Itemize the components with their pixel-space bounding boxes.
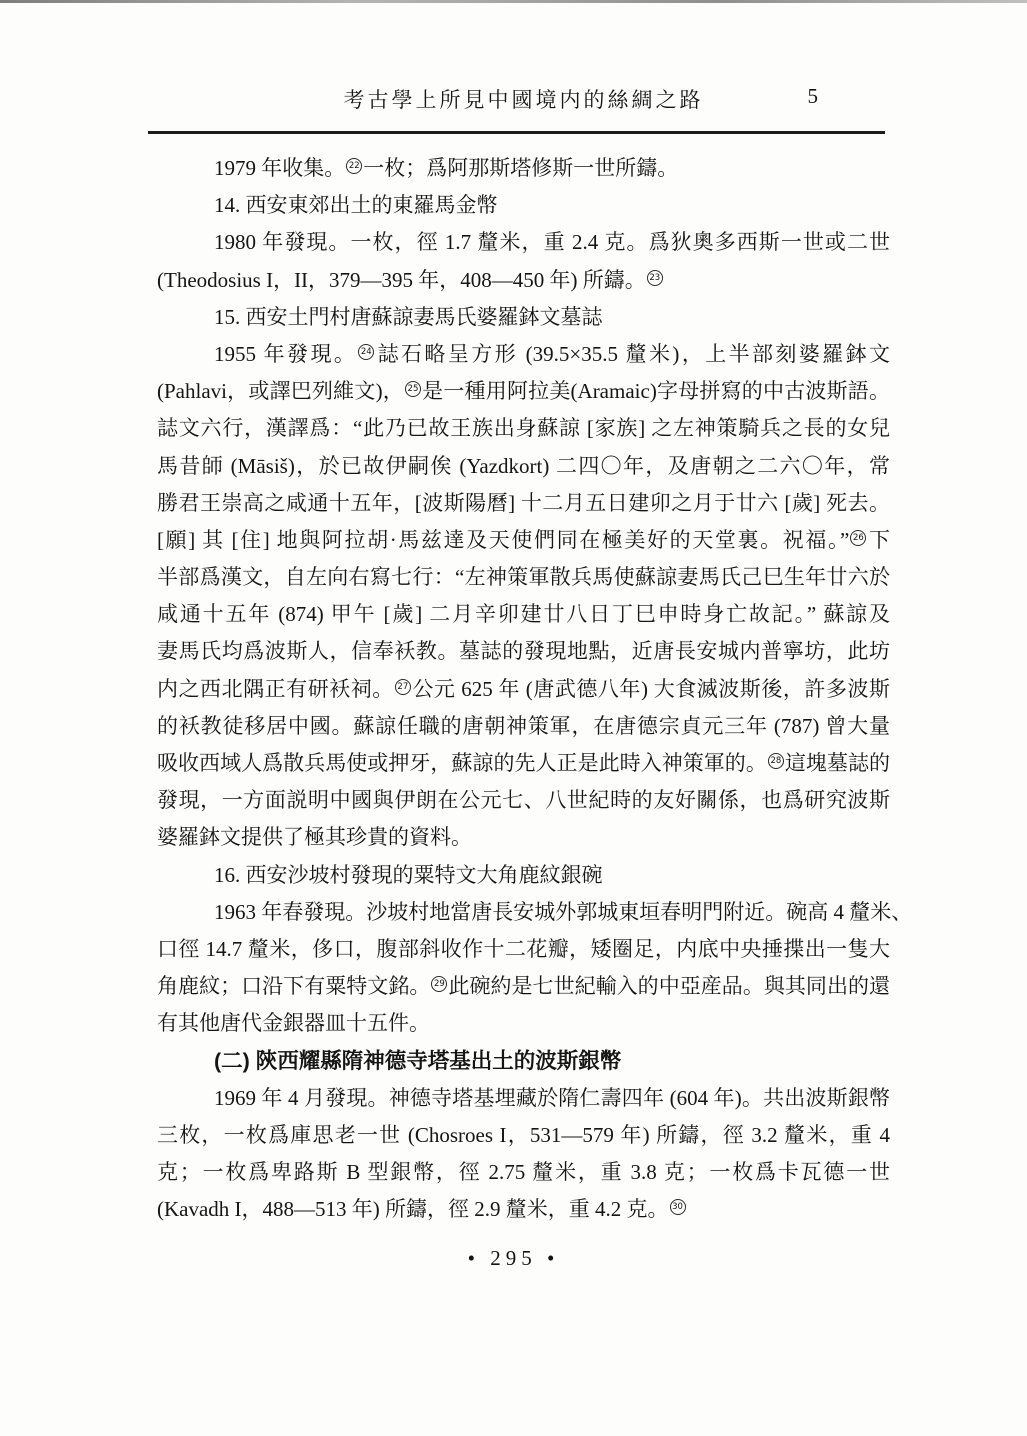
text-line — [157, 596, 890, 633]
text-run: 此碗約是七世紀輸入的中亞産品。與其同出的還 — [448, 974, 891, 999]
running-header — [157, 84, 890, 114]
footnote-ref: 28 — [768, 753, 784, 769]
header-page-number: 5 — [807, 84, 818, 108]
text-line — [157, 782, 890, 819]
footnote-ref: 23 — [647, 270, 663, 286]
text-run: 15. 西安土門村唐蘇諒妻馬氏婆羅鉢文墓誌 — [214, 304, 603, 329]
text-run: 1980 年發現。一枚，徑 1.7 釐米，重 2.4 克。爲狄奧多西斯一世或二世 — [214, 230, 890, 255]
text-run: 吸收西域人爲散兵馬使或押牙，蘇諒的先人正是此時入神策軍的。 — [157, 751, 767, 775]
text-line — [157, 187, 890, 224]
text-run: [願] 其 [住] 地與阿拉胡·馬兹達及天使們同在極美好的天堂裏。祝福。” — [157, 527, 850, 552]
text-run: 有其他唐代金銀器皿十五件。 — [157, 1011, 430, 1036]
footnote-ref: 27 — [395, 679, 411, 695]
text-line — [157, 671, 890, 708]
text-line — [157, 894, 913, 931]
text-line — [157, 745, 890, 782]
text-run: 的袄教徒移居中國。蘇諒任職的唐朝神策軍，在唐德宗貞元三年 (787) 曾大量 — [157, 713, 890, 738]
text-run: 婆羅鉢文提供了極其珍貴的資料。 — [157, 825, 472, 850]
text-line — [157, 1080, 890, 1117]
text-line — [157, 931, 890, 968]
text-line — [157, 1005, 890, 1042]
text-line — [157, 633, 890, 670]
text-run: 馬昔師 (Māsiš)，於已故伊嗣俟 (Yazdkort) 二四〇年，及唐朝之二六〇年，常 — [157, 453, 890, 478]
text-line — [157, 522, 890, 559]
text-line — [157, 150, 890, 187]
text-line — [157, 262, 890, 299]
text-run: 口徑 14.7 釐米，侈口，腹部斜收作十二花瓣，矮圈足，内底中央捶揲出一隻大 — [157, 936, 890, 961]
text-run: 是一種用阿拉美(Aramaic)字母拼寫的中古波斯語。 — [421, 379, 890, 404]
text-run: (Theodosius I，II，379—395 年，408—450 年) 所鑄。 — [157, 267, 646, 292]
text-line — [157, 708, 890, 745]
text-run: 公元 625 年 (唐武德八年) 大食滅波斯後，許多波斯 — [411, 676, 890, 701]
text-run: 妻馬氏均爲波斯人，信奉袄教。墓誌的發現地點，近唐長安城内普寧坊，此坊 — [157, 639, 890, 664]
text-run: 一枚；爲阿那斯塔修斯一世所鑄。 — [363, 156, 679, 180]
page-body — [157, 150, 913, 1228]
footnote-ref: 22 — [346, 158, 362, 174]
text-run: 下 — [867, 527, 890, 552]
footnote-ref: 26 — [850, 530, 866, 546]
text-run: 内之西北隅正有研袄祠。 — [157, 676, 394, 701]
text-line — [157, 559, 890, 596]
text-line — [157, 336, 890, 373]
text-line — [157, 448, 890, 485]
text-line — [157, 1117, 890, 1154]
running-header-title: 考古學上所見中國境内的絲綢之路 — [343, 88, 704, 112]
text-run: (Kavadh I，488—513 年) 所鑄，徑 2.9 釐米，重 4.2 克。 — [157, 1197, 669, 1222]
text-run: 三枚，一枚爲庫思老一世 (Chosroes I，531—579 年) 所鑄，徑 3.2 釐米，重 4 — [157, 1122, 890, 1147]
footnote-ref: 24 — [358, 344, 374, 360]
text-run: (Pahlavi，或譯巴列維文)， — [157, 379, 404, 404]
footnote-ref: 29 — [431, 976, 447, 992]
text-run: 半部爲漢文，自左向右寫七行：“左神策軍散兵馬使蘇諒妻馬氏己巳生年廿六於 — [157, 565, 890, 590]
text-line — [157, 819, 890, 856]
text-run: 這塊墓誌的 — [784, 751, 891, 775]
text-run: (二) 陝西耀縣隋神德寺塔基出土的波斯銀幣 — [214, 1048, 622, 1073]
text-run: 14. 西安東郊出土的東羅馬金幣 — [214, 193, 498, 218]
text-run: 勝君王崇高之咸通十五年，[波斯陽曆] 十二月五日建卯之月于廿六 [歲] 死去。 — [157, 490, 890, 515]
section-heading — [157, 1043, 890, 1080]
header-rule — [148, 131, 885, 134]
text-run: 16. 西安沙坡村發現的粟特文大角鹿紋銀碗 — [214, 862, 603, 887]
text-run: 1969 年 4 月發現。神德寺塔基埋藏於隋仁壽四年 (604 年)。共出波斯銀幣 — [214, 1085, 890, 1110]
text-line — [157, 410, 890, 447]
text-line — [157, 299, 890, 336]
text-run: 1955 年發現。 — [214, 341, 358, 366]
text-run: 克；一枚爲卑路斯 B 型銀幣，徑 2.75 釐米，重 3.8 克；一枚爲卡瓦德一世 — [157, 1160, 890, 1185]
scan-edge-artifact — [0, 0, 1027, 3]
text-run: 誌石略呈方形 (39.5×35.5 釐米)，上半部刻婆羅鉢文 — [375, 341, 890, 366]
footer-page-number: • 295 • — [467, 1246, 560, 1270]
text-line — [157, 224, 890, 261]
text-run: 發現，一方面説明中國與伊朗在公元七、八世紀時的友好關係，也爲研究波斯 — [157, 788, 890, 813]
footnote-ref: 30 — [670, 1199, 686, 1215]
text-run: 角鹿紋；口沿下有粟特文銘。 — [157, 974, 431, 999]
text-line — [157, 1191, 890, 1228]
text-run: 咸通十五年 (874) 甲午 [歲] 二月辛卯建廿八日丁巳申時身亡故記。” 蘇諒及 — [157, 602, 890, 627]
text-line — [157, 968, 890, 1005]
text-line — [157, 373, 890, 410]
footnote-ref: 25 — [405, 381, 421, 397]
text-run: 1963 年春發現。沙坡村地當唐長安城外郭城東垣春明門附近。碗高 4 釐米、 — [214, 899, 913, 924]
text-run: 1979 年收集。 — [214, 156, 346, 180]
text-run: 誌文六行，漢譯爲：“此乃已故王族出身蘇諒 [家族] 之左神策騎兵之長的女兒 — [157, 416, 890, 441]
text-line — [157, 1154, 890, 1191]
text-line — [157, 857, 890, 894]
text-line — [157, 485, 890, 522]
